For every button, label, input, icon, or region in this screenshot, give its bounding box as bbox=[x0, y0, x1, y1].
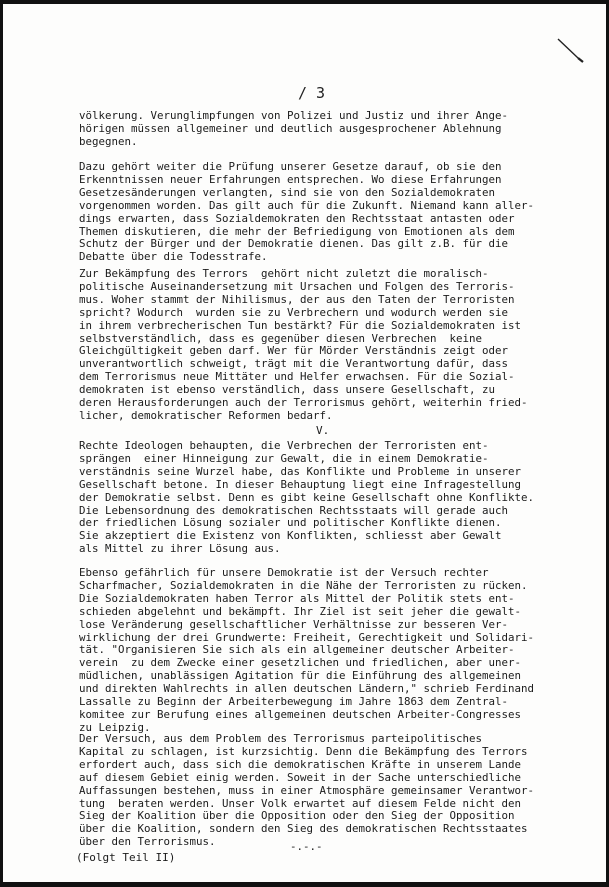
paragraph-2: Dazu gehört weiter die Prüfung unserer Gesetze darauf, ob sie den Erkenntnissen neuer Erfahrungen entsprechen. Wo diese Erfahrungen Gesetzesänderungen verlangten, sind sie von den Sozialdemokraten vorgenommen worden. Das gilt auch für die Zukunft. Niemand kann aller- dings erwarten, dass Sozialdemokraten den Rechtsstaat antasten oder Themen diskutieren, die mehr der Befriedigung von Emotionen als dem Schutz der Bürger und der Demokratie dienen. Das gilt z.B. für die Debatte über die Todesstrafe. bbox=[79, 160, 535, 264]
scan-border-bottom bbox=[0, 882, 609, 887]
pen-mark-icon bbox=[556, 36, 586, 66]
end-mark: -.-.- bbox=[290, 840, 323, 853]
paragraph-4: Rechte Ideologen behaupten, die Verbrechen der Terroristen ent- sprängen einer Hinneigung zur Gewalt, die in einem Demokratie- verständnis seine Wurzel habe, das Konflikte und Probleme in unserer Gesellschaft betone. In dieser Behauptung liegt eine Infragestellung der Demokratie selbst. Denn es gibt keine Gesellschaft ohne Konflikte. Die Lebensordnung des demokratischen Rechtsstaats will gerade auch der friedlichen Lösung sozialer und politischer Konflikte dienen. Sie akzeptiert die Existenz von Konflikten, schliesst aber Gewalt als Mittel zu ihrer Lösung aus. bbox=[79, 439, 535, 556]
page-number: / 3 bbox=[298, 84, 326, 102]
paragraph-6: Der Versuch, aus dem Problem des Terrorismus parteipolitisches Kapital zu schlagen, ist kurzsichtig. Denn die Bekämpfung des Terrors erfordert auch, dass sich die demokratischen Kräfte in unserem Lande auf diesem Gebiet einig werden. Soweit in der Sache unterschiedliche Auffassungen bestehen, muss in einer Atmosphäre gemeinsamer Verantwor- tung beraten werden. Unser Volk erwartet auf diesem Felde nicht den Sieg der Koalition über die Opposition oder den Sieg der Opposition über die Koalition, sondern den Sieg des demokratischen Rechtsstaates über den Terrorismus. bbox=[79, 732, 535, 849]
section-heading: V. bbox=[316, 424, 330, 437]
paragraph-1: völkerung. Verunglimpfungen von Polizei und Justiz und ihrer Ange- hörigen müssen allgemeiner und deutlich ausgesprochener Ablehnung begegnen. bbox=[79, 109, 509, 148]
paragraph-5: Ebenso gefährlich für unsere Demokratie ist der Versuch rechter Scharfmacher, Sozialdemokraten in die Nähe der Terroristen zu rücken. Die Sozialdemokraten haben Terror als Mittel der Politik stets ent- schieden abgelehnt und bekämpft. Ihr Ziel ist seit jeher die gewalt- lose Veränderung gesellschaftlicher Verhältnisse zur besseren Ver- wirklichung der drei Grundwerte: Freiheit, Gerechtigkeit und Solidari- tät. "Organisieren Sie sich als ein allgemeiner deutscher Arbeiter- verein zu dem Zwecke einer gesetzlichen und friedlichen, aber uner- müdlichen, unablässigen Agitation für die Einführung des allgemeinen und direkten Wahlrechts in allen deutschen Ländern," schrieb Ferdinand Lassalle zu Beginn der Arbeiterbewegung im Jahre 1863 dem Zentral- komitee zur Berufung eines allgemeinen deutschen Arbeiter-Congresses zu Leipzig. bbox=[79, 566, 535, 734]
continuation-note: (Folgt Teil II) bbox=[76, 851, 176, 864]
paragraph-3: Zur Bekämpfung des Terrors gehört nicht zuletzt die moralisch- politische Auseinandersetzung mit Ursachen und Folgen des Terroris- mus. Woher stammt der Nihilismus, der aus den Taten der Terroristen spricht? Wodurch wurden sie zu Verbrechern und wodurch werden sie in ihrem verbrecherischen Tun bestärkt? Für die Sozialdemokraten ist selbstverständlich, dass es gegenüber diesen Verbrechen keine Gleichgültigkeit geben darf. Wer für Mörder Verständnis zeigt oder unverantwortlich schweigt, trägt mit die Verantwortung dafür, dass dem Terrorismus neue Mittäter und Helfer erwachsen. Für die Sozial- demokraten ist ebenso verständlich, dass unsere Gesellschaft, zu deren Herausforderungen auch der Terrorismus gehört, weiterhin fried- licher, demokratischer Reformen bedarf. bbox=[79, 267, 528, 422]
scan-border-left bbox=[0, 0, 3, 887]
scan-border-top bbox=[0, 0, 609, 4]
